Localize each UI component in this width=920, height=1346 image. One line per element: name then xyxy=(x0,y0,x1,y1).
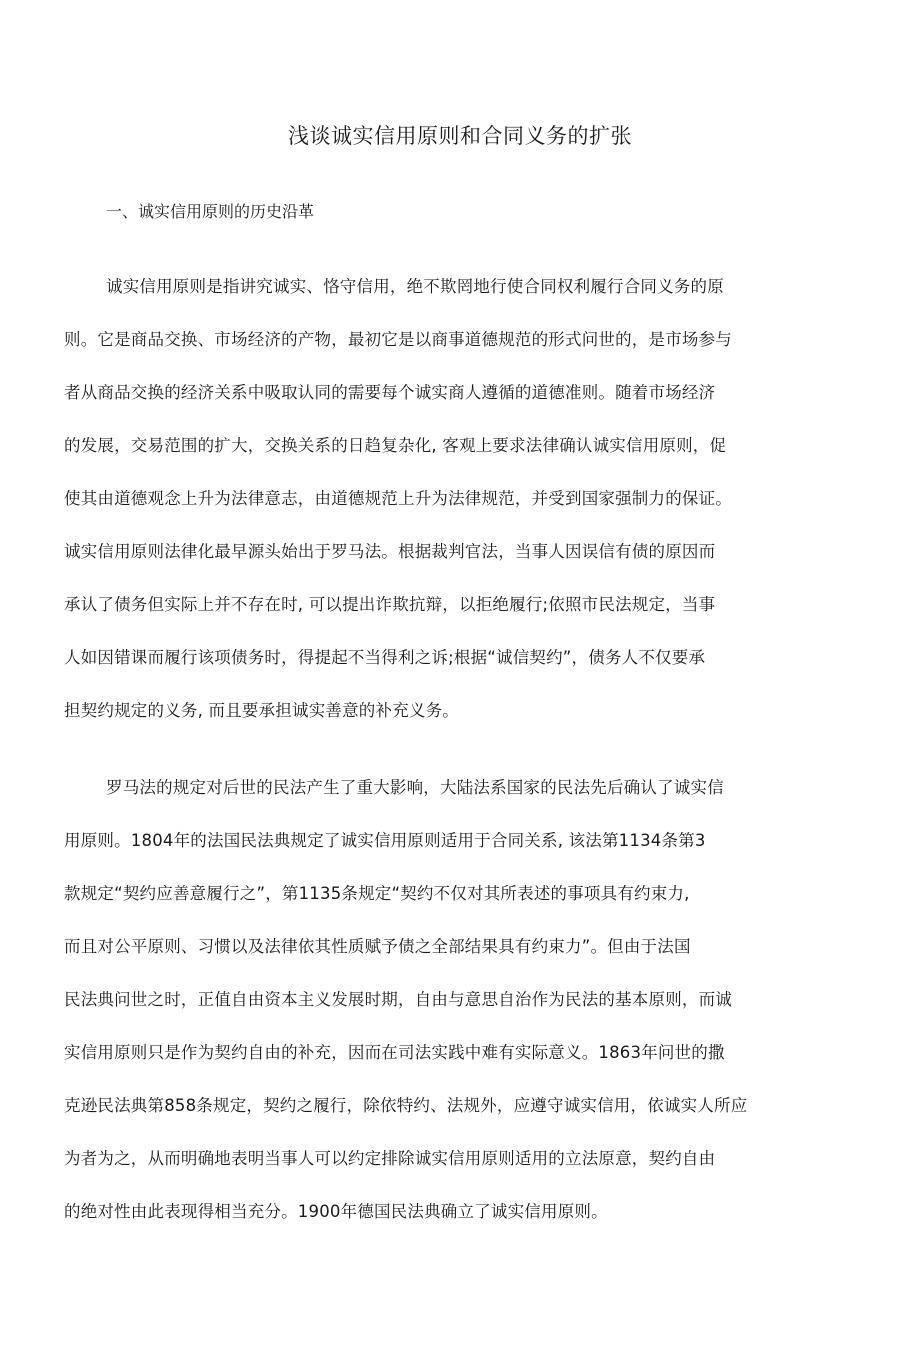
paragraph-2-line-8: 为者为之，从而明确地表明当事人可以约定排除诚实信用原则适用的立法原意，契约自由 xyxy=(64,1149,716,1168)
paragraph-1-line-8: 人如因错课而履行该项债务时，得提起不当得利之诉;根据“诚信契约”，债务人不仅要承 xyxy=(64,648,706,667)
paragraph-2-line-1: 罗马法的规定对后世的民法产生了重大影响，大陆法系国家的民法先后确认了诚实信 xyxy=(106,778,724,797)
paragraph-2-line-5: 民法典问世之时，正值自由资本主义发展时期，自由与意思自治作为民法的基本原则，而诚 xyxy=(64,990,732,1009)
paragraph-1-line-6: 诚实信用原则法律化最早源头始出于罗马法。根据裁判官法，当事人因误信有债的原因而 xyxy=(64,542,716,561)
paragraph-1-line-3: 者从商品交换的经济关系中吸取认同的需要每个诚实商人遵循的道德准则。随着市场经济 xyxy=(64,383,716,402)
paragraph-1-line-1: 诚实信用原则是指讲究诚实、恪守信用，绝不欺罔地行使合同权利履行合同义务的原 xyxy=(106,277,724,296)
paragraph-1-line-5: 使其由道德观念上升为法律意志，由道德规范上升为法律规范，并受到国家强制力的保证。 xyxy=(64,489,732,508)
paragraph-2-line-3: 款规定“契约应善意履行之”，第1135条规定“契约不仅对其所表述的事项具有约束力, xyxy=(64,884,690,903)
paragraph-2-line-2: 用原则。1804年的法国民法典规定了诚实信用原则适用于合同关系, 该法第1134条第3 xyxy=(64,831,706,850)
paragraph-2-line-4: 而且对公平原则、习惯以及法律依其性质赋予债之全部结果具有约束力”。但由于法国 xyxy=(64,937,691,956)
document-title: 浅谈诚实信用原则和合同义务的扩张 xyxy=(288,124,632,148)
paragraph-1-line-9: 担契约规定的义务, 而且要承担诚实善意的补充义务。 xyxy=(64,701,459,720)
paragraph-2-line-7: 克逊民法典第858条规定，契约之履行，除依特约、法规外，应遵守诚实信用，依诚实人所应 xyxy=(64,1096,748,1115)
paragraph-1-line-7: 承认了债务但实际上并不存在时, 可以提出诈欺抗辩，以拒绝履行;依照市民法规定，当事 xyxy=(64,595,716,614)
paragraph-2-line-9: 的绝对性由此表现得相当充分。1900年德国民法典确立了诚实信用原则。 xyxy=(64,1202,608,1221)
paragraph-1-line-2: 则。它是商品交换、市场经济的产物，最初它是以商事道德规范的形式问世的，是市场参与 xyxy=(64,330,732,349)
paragraph-2-line-6: 实信用原则只是作为契约自由的补充，因而在司法实践中难有实际意义。1863年问世的撒 xyxy=(64,1043,725,1062)
section-heading: 一、诚实信用原则的历史沿革 xyxy=(106,202,315,221)
paragraph-1-line-4: 的发展，交易范围的扩大，交换关系的日趋复杂化, 客观上要求法律确认诚实信用原则，促 xyxy=(64,436,727,455)
